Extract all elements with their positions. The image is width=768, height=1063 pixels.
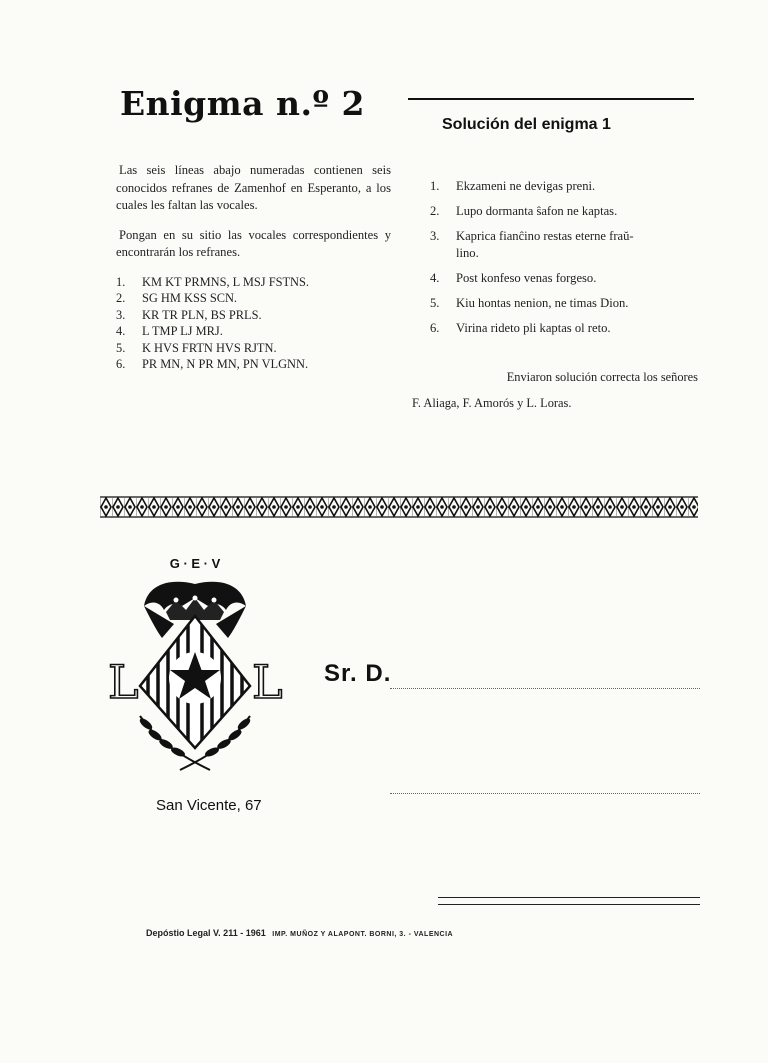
- puzzle-item: 6. PR MN, N PR MN, PN VLGNN.: [116, 357, 309, 372]
- logo-letter-left: L: [108, 655, 139, 709]
- address-line: [438, 904, 700, 905]
- puzzle-list: [116, 274, 391, 374]
- address: San Vicente, 67: [156, 797, 262, 814]
- solution-item: 4. Post konfeso venas forgeso.: [430, 271, 597, 285]
- solution-title: Solución del enigma 1: [442, 116, 611, 133]
- logo-letter-right: L: [252, 655, 283, 709]
- puzzle-item: 1. KM KT PRMNS, L MSJ FSTNS.: [116, 274, 309, 289]
- solution-item: 2. Lupo dormanta ŝafon ne kaptas.: [430, 204, 618, 218]
- header-rule: [408, 98, 694, 100]
- address-line: [390, 793, 700, 794]
- enigma-section: [116, 162, 391, 373]
- solution-item: 5. Kiu hontas nenion, ne timas Dion.: [430, 296, 629, 310]
- enigma-instructions: Pongan en su sitio las vocales correspondientes y encontrarán los refranes.: [116, 227, 391, 259]
- puzzle-item: 4. L TMP LJ MRJ.: [116, 324, 223, 339]
- solution-credits: [412, 364, 698, 416]
- solution-item: 3. Kaprica fianĉino restas eterne fraŭ- lino.: [430, 229, 634, 260]
- solution-section: [430, 178, 700, 345]
- decorative-border: [100, 495, 698, 519]
- recipient-label: Sr. D.: [324, 660, 392, 687]
- logo-initials: G · E · V: [169, 556, 221, 571]
- puzzle-item: 5. K HVS FRTN HVS RJTN.: [116, 340, 277, 355]
- enigma-intro: Las seis líneas abajo numeradas contienen seis conocidos refranes de Zamenhof en Esperanto, a los cuales les faltan las vocales.: [116, 163, 391, 212]
- footer: [146, 928, 453, 938]
- solution-item: 6. Virina rideto pli kaptas ol reto.: [430, 321, 611, 335]
- page-title: Enigma n.º 2: [120, 84, 365, 123]
- puzzle-item: 2. SG HM KSS SCN.: [116, 291, 238, 306]
- credits-names: F. Aliaga, F. Amorós y L. Loras.: [412, 396, 572, 410]
- solution-item: 1. Ekzameni ne devigas preni.: [430, 179, 596, 193]
- solution-list: [430, 178, 700, 337]
- legal-deposit: Depóstio Legal V. 211 - 1961: [146, 928, 266, 938]
- puzzle-item: 3. KR TR PLN, BS PRLS.: [116, 307, 262, 322]
- gev-logo: [100, 548, 290, 778]
- address-line: [390, 688, 700, 689]
- printer-info: IMP. MUÑOZ Y ALAPONT. BORNI, 3. - VALENCIA: [272, 931, 454, 938]
- credits-line: Enviaron solución correcta los señores: [506, 370, 698, 384]
- address-line: [438, 897, 700, 898]
